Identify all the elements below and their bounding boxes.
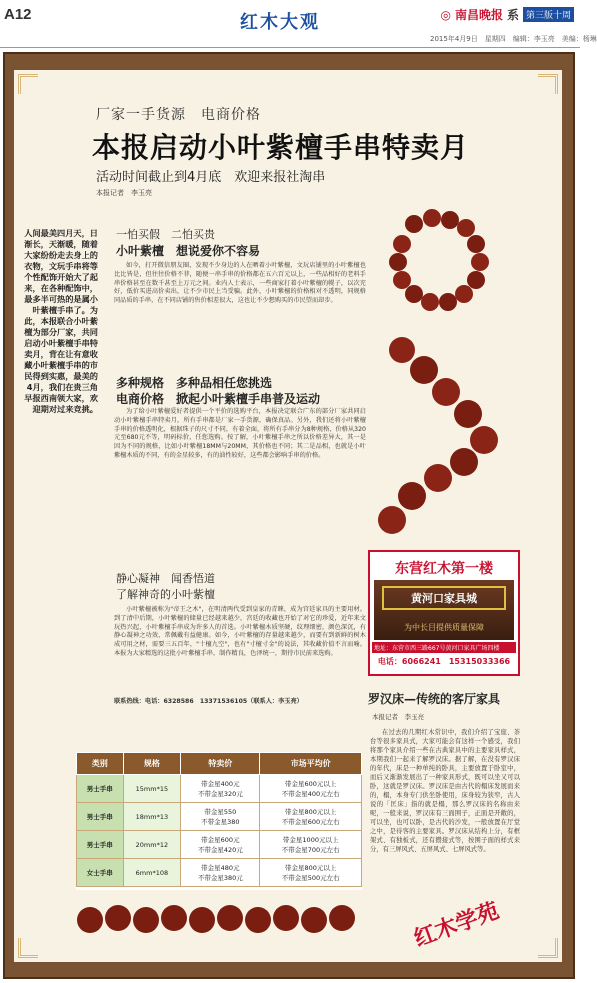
article-kicker: 厂家一手货源 电商价格: [96, 107, 261, 123]
section-title: 红木大观: [240, 12, 320, 33]
section1-body: 如今，打开微信朋友圈，发现不少身边的人在晒着小叶紫檀，文玩店铺里的小叶紫檀也比比皆是，但往往价格不菲，随便一串手串的价格都在五六百元以上，一些品相好的老料手串价格甚至在数千甚至上万元之间。业内人士表示，一些商家打着小叶紫檀的幌子，以次充好，低价买进高价卖出，让不少市民上当受骗。此外，小叶紫檀的价格相对不透明，同规格同品质的手串，在不同店铺的售价相差很大，这也让不少想购买的市民望而却步。: [114, 262, 366, 305]
ad-title: 东营红木第一楼: [395, 561, 493, 577]
row-sale: 带金星480元 不带金星380元: [181, 859, 260, 887]
bead-decoration-image: [76, 890, 362, 950]
ad-address: 地址：东营市西三路667号黄河口家具广场四楼: [372, 642, 516, 653]
row-sale: 带金星400元 不带金星320元: [181, 775, 260, 803]
issue-meta: 2015年4月9日 星期四 编辑：李玉亮 美编：杨琳: [430, 35, 597, 43]
masthead-logo-icon: ◎: [440, 7, 451, 22]
section1-subheading: 小叶紫檀 想说爱你不容易: [116, 244, 261, 258]
masthead-suffix: 系: [506, 8, 519, 22]
table-row: [77, 775, 362, 803]
right-article-title: 罗汉床—传统的客厅家具: [368, 692, 501, 706]
contact-line: 联系热线：电话：6328586 13371536105（联系人：李玉亮）: [114, 698, 303, 705]
bead-strand: [378, 337, 498, 534]
section3-heading: 静心凝神 闻香悟道: [116, 572, 215, 585]
header-spec: 规格: [123, 753, 181, 775]
section2-body: 为了给小叶紫檀爱好者提供一个平价的选购平台，本报决定联合广东的部分厂家共同启动小叶紫檀手串特卖月，所有手串都是厂家一手货源，确保真品。另外，我们还将小叶紫檀手串的价格透明化，根据珠子的尺寸不同，有着全面，将所有手串分为8种规格，价格从320元至680元不等，明码标价，任您选购。按了解，小叶紫檀手串之所以价格差异大，其一是因为不同的规格，比如小叶紫檀18MM与20MM，其价格也不同；其二是品相，也就是小叶紫檀木质的不同，有的金星较多，有的油性较好，这些都会影响手串的价格。: [114, 408, 366, 459]
section2-heading: 多种规格 多种品相任您挑选: [116, 376, 273, 390]
corner-ornament: [18, 938, 38, 958]
section3-subheading: 了解神奇的小叶紫檀: [116, 588, 215, 601]
table-row: [77, 831, 362, 859]
header-category: 类别: [77, 753, 124, 775]
header-market-price: 市场平均价: [260, 753, 362, 775]
row-market: 带金星800元以上 不带金星500元左右: [260, 859, 362, 887]
lede-sidebar: [22, 228, 98, 628]
table-row: [77, 803, 362, 831]
ad-store-name: 黄河口家具城: [382, 586, 506, 610]
page-header: [0, 0, 597, 48]
page-number: A12: [4, 6, 32, 23]
price-table: [76, 752, 362, 890]
row-market: 带金星800元以上 不带金星600元左右: [260, 803, 362, 831]
price-table-grid: [76, 752, 362, 887]
header-sale-price: 特卖价: [181, 753, 260, 775]
row-spec: 6mm*108: [123, 859, 181, 887]
table-header-row: [77, 753, 362, 775]
masthead-tag: 第三版十周: [523, 7, 574, 22]
row-category: 男士手串: [77, 775, 124, 803]
row-category: 女士手串: [77, 859, 124, 887]
article-headline: 本报启动小叶紫檀手串特卖月: [92, 131, 470, 164]
ad-slogan: 为中长目提供质量保障: [404, 623, 484, 632]
article-subhead: 活动时间截止到4月底 欢迎来报社淘串: [96, 170, 326, 185]
furniture-ad: [368, 550, 520, 676]
masthead-logo: 南昌晚报: [454, 8, 503, 22]
right-article-body: 在过去的几期红木常识中，我们介绍了宝座、茶台等很多家具式，大家可能会有这样一个感受，我们将那个家具介绍一些在古典家具中的主要家具样式，本期我们一起来了解罗汉床。据了解，在没有罗汉床的年代，床是一种单纯的卧具，主要放置于卧室中，而后又渐渐发展出了一种家具形式，既可以坐又可以卧，这就是罗汉床。罗汉床是由古代的榻床发展而来的，榻，本身专门供坐卧使用，床身较为狭窄，古人说的「匡床」指的就是榻，那么罗汉床的名称由来呢，一般来说，罗汉床有三面围子，正面是开敞的，可以坐，也可以卧，是古代的沙发，一般放置在厅堂之中，是待客的主要家具。罗汉床从结构上分，有框架式、有独板式，还有攒接式等，按围子面的样式来分，有三屏风式、五屏风式、七屏风式等。: [370, 729, 520, 853]
bracelet-ring: [389, 209, 489, 311]
section2-subheading: 电商价格 掀起小叶紫檀手串普及运动: [116, 392, 321, 406]
row-spec: 15mm*15: [123, 775, 181, 803]
bead-bracelet-image: [372, 200, 512, 540]
row-sale: 带金星550 不带金星380: [181, 803, 260, 831]
masthead: [440, 6, 574, 23]
row-sale: 带金星600元 不带金星420元: [181, 831, 260, 859]
column-stamp: 红木学苑: [410, 897, 503, 953]
row-spec: 18mm*13: [123, 803, 181, 831]
row-market: 带金星600元以上 不带金星400元左右: [260, 775, 362, 803]
row-market: 带金星1000元以上 不带金星700元左右: [260, 831, 362, 859]
right-article-byline: 本报记者 李玉亮: [372, 713, 424, 721]
article-byline: 本报记者 李玉亮: [96, 189, 152, 197]
lede-text: 人间最美四月天，日渐长，天渐暖，随着大家纷纷走去身上的衣物，文玩手串将等个性配饰开始大了起来，在各种配饰中，最多半可热的是属小叶紫檀手串了。为此，本报联合小叶紫檀为部分厂家，共同启动小叶紫檀手串特卖月，背在让有意收藏小叶紫檀手串的市民得到实惠，最美的 4月，我们在贵三角早报西南领大家，欢迎期对过来竞挑。: [24, 228, 98, 414]
row-category: 男士手串: [77, 803, 124, 831]
corner-ornament: [538, 74, 558, 94]
table-row: [77, 859, 362, 887]
section3-body: 小叶紫檀被称为"帝王之木"，在明清两代受到皇家的青睐，成为宫廷家具的主要用材。到了清中后期，小叶紫檀的储量已经越来越少，宫廷的收藏也开始了对它的珍爱，近年来文玩热兴起，小叶紫檀手串成为许多人的首选。小叶紫檀木质坚硬，纹理细密，颜色深沉，有静心凝神之功效，常佩戴有益健康。如今，小叶紫檀的存量越来越少，而要有到新鲜的树木成可用之材，需要三五百年，"十檀九空"，也有"寸檀寸金"的说法，其收藏价值不言而喻。本报为大家精选的这批小叶紫檀手串，制作精良，色泽统一，期待市民前来选购。: [114, 606, 366, 657]
corner-ornament: [538, 938, 558, 958]
row-category: 男士手串: [77, 831, 124, 859]
row-spec: 20mm*12: [123, 831, 181, 859]
ad-phone: 电话：6066241 15315033366: [377, 657, 511, 666]
section1-heading: 一怕买假 二怕买贵: [116, 228, 215, 241]
corner-ornament: [18, 74, 38, 94]
